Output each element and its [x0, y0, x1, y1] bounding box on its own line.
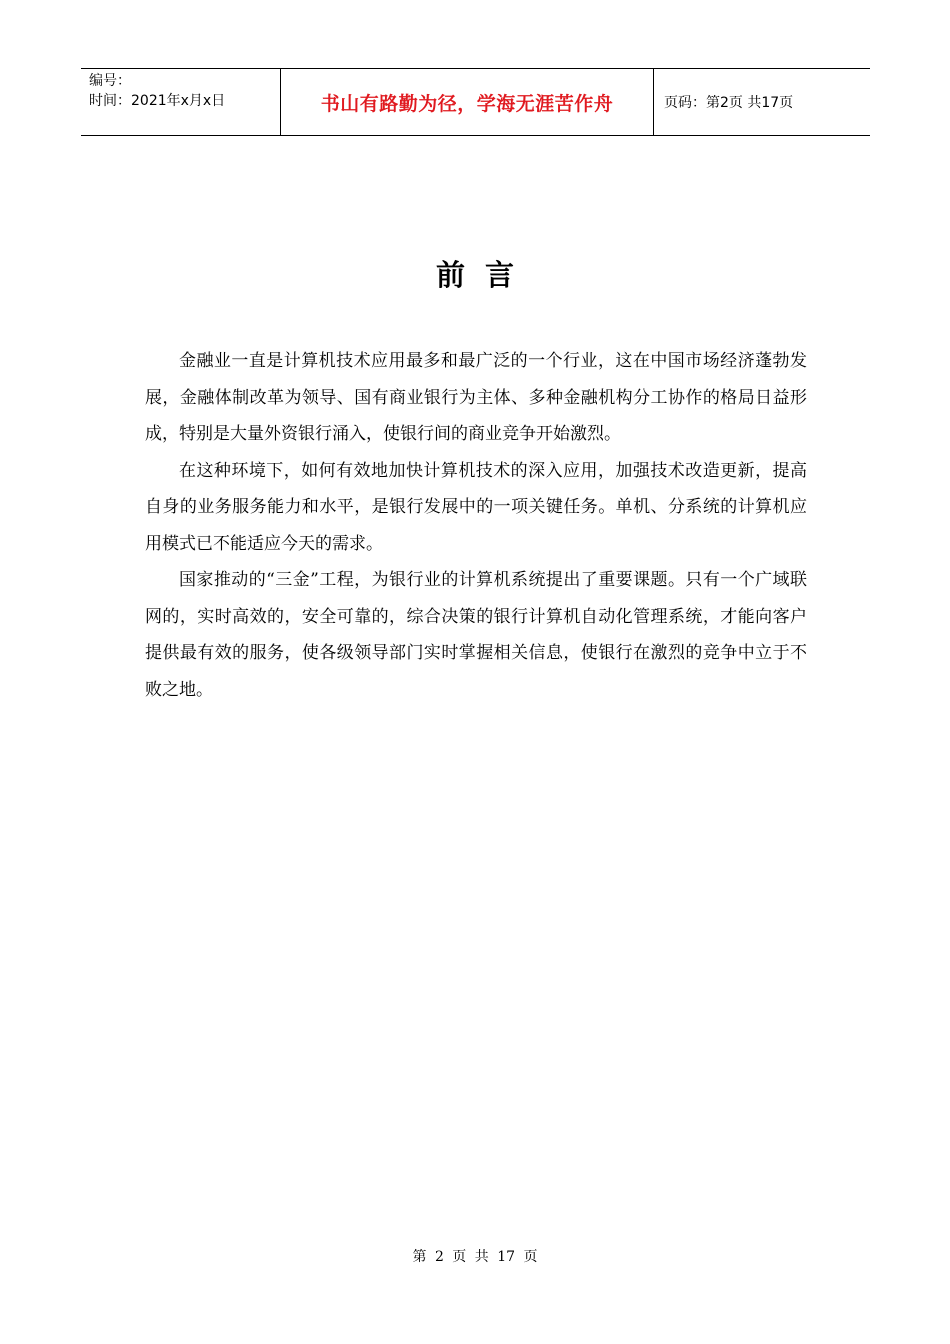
header-meta-cell — [81, 69, 281, 135]
header-number-label: 编号： — [89, 73, 131, 89]
paragraph: 在这种环境下，如何有效地加快计算机技术的深入应用，加强技术改造更新，提高自身的业务服务能力和水平，是银行发展中的一项关键任务。单机、分系统的计算机应用模式已不能适应今天的需求。 — [145, 460, 807, 554]
header-page-info: 页码：第2页 共17页 — [664, 95, 794, 111]
header-motto: 书山有路勤为径，学海无涯苦作舟 — [281, 69, 654, 135]
document-body — [145, 343, 807, 708]
document-title: 前言 — [435, 258, 534, 292]
header-time-label: 时间：2021年x月x日 — [89, 93, 226, 109]
page-footer: 第 2 页 共 17 页 — [412, 1249, 538, 1265]
page-header — [81, 68, 870, 136]
paragraph: 金融业一直是计算机技术应用最多和最广泛的一个行业，这在中国市场经济蓬勃发展，金融体制改革为领导、国有商业银行为主体、多种金融机构分工协作的格局日益形成，特别是大量外资银行涌入，使银行间的商业竞争开始激烈。 — [145, 351, 807, 444]
paragraph: 国家推动的“三金”工程，为银行业的计算机系统提出了重要课题。只有一个广域联网的，实时高效的，安全可靠的，综合决策的银行计算机自动化管理系统，才能向客户提供最有效的服务，使各级领导部门实时掌握相关信息，使银行在激烈的竞争中立于不败之地。 — [145, 570, 807, 700]
